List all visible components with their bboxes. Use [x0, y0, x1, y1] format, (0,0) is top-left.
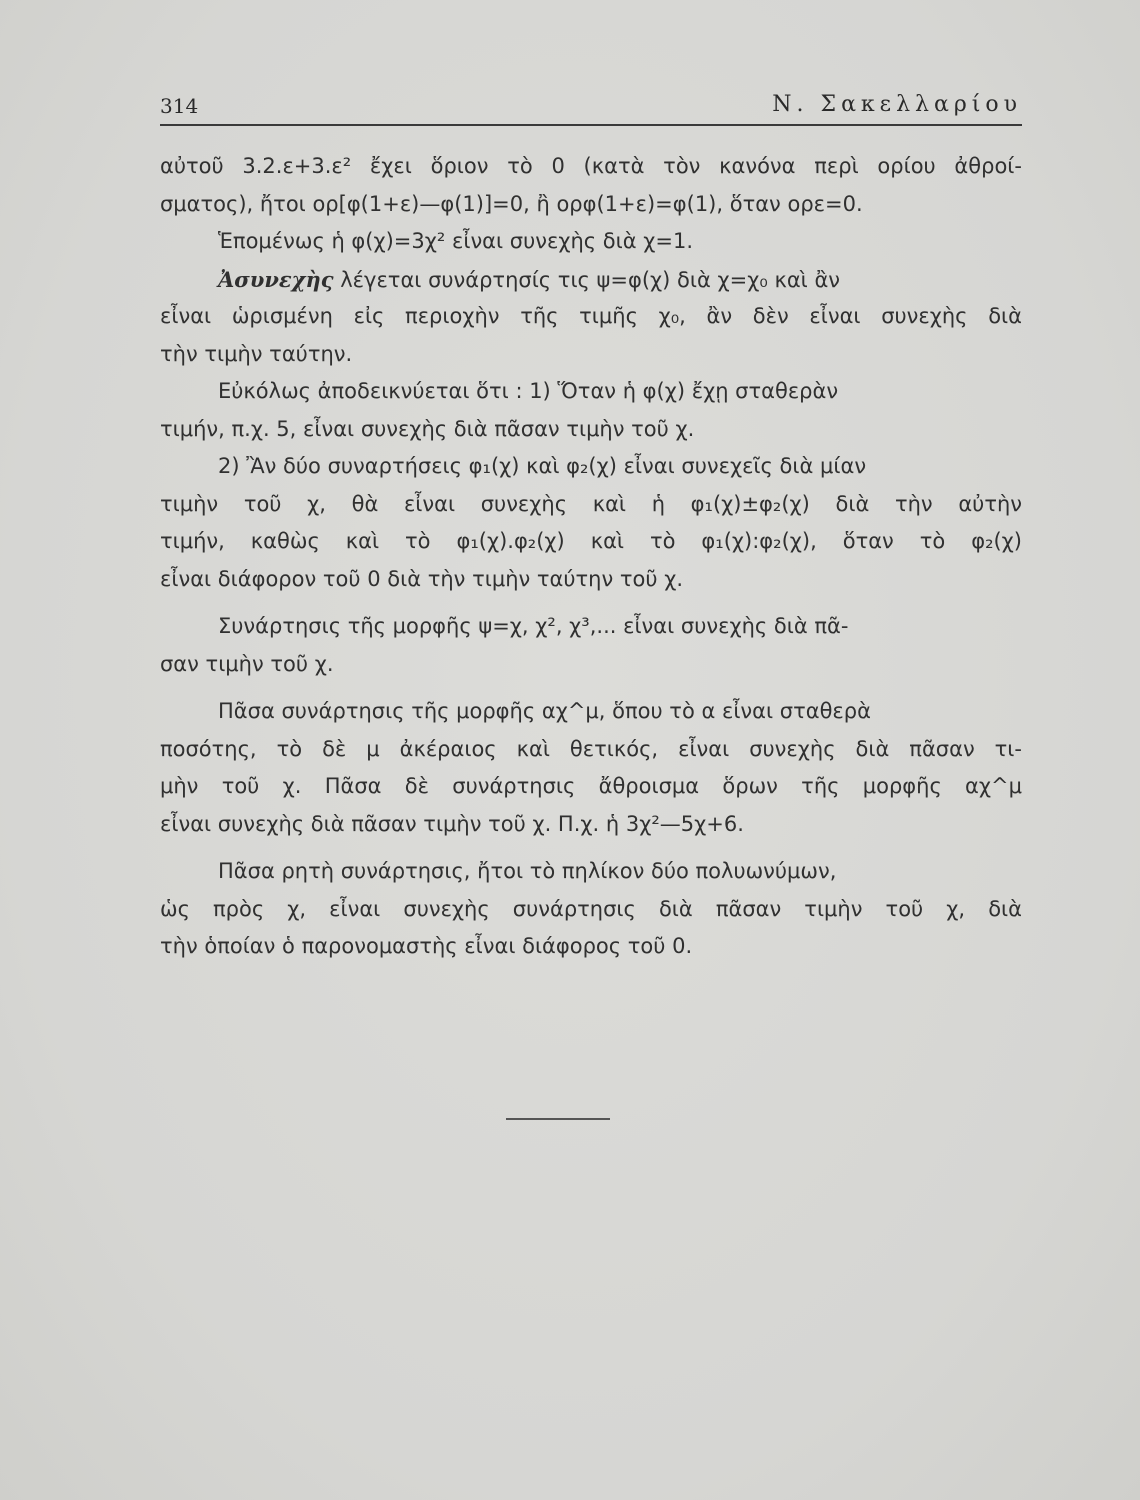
text-line: εἶναι ὡρισμένη εἰς περιοχὴν τῆς τιμῆς χ₀, ἂν δὲν εἶναι συνεχὴς διὰ [160, 304, 1022, 328]
text-fragment: λέγεται συνάρτησίς τις ψ=φ(χ) διὰ χ=χ₀ καὶ ἂν [333, 267, 841, 292]
text-line: ποσότης, τὸ δὲ μ ἀκέραιος καὶ θετικός, εἶναι συνεχὴς διὰ πᾶσαν τι- [160, 736, 1022, 761]
text-line: σματος), ἤτοι ορ[φ(1+ε)—φ(1)]=0, ἢ ορφ(1+ε)=φ(1), ὅταν ορε=0. [160, 191, 863, 216]
paragraph-gap [160, 598, 1022, 608]
page-header [160, 90, 1022, 126]
text-line: 2) Ἂν δύο συναρτήσεις φ₁(χ) καὶ φ₂(χ) εἶναι συνεχεῖς διὰ μίαν [218, 454, 867, 478]
text-line: ὡς πρὸς χ, εἶναι συνεχὴς συνάρτησις διὰ πᾶσαν τιμὴν τοῦ χ, διὰ [160, 896, 1022, 921]
text-line: Πᾶσα συνάρτησις τῆς μορφῆς αχ^μ, ὅπου τὸ α εἶναι σταθερὰ [218, 699, 871, 723]
section-end-rule [506, 1118, 610, 1120]
text-line: τιμήν, καθὼς καὶ τὸ φ₁(χ).φ₂(χ) καὶ τὸ φ₁(χ):φ₂(χ), ὅταν τὸ φ₂(χ) [160, 529, 1022, 553]
defined-term: Ἀσυνεχὴς [218, 266, 334, 292]
page-number: 314 [160, 94, 199, 118]
text-line: τιμήν, π.χ. 5, εἶναι συνεχὴς διὰ πᾶσαν τιμὴν τοῦ χ. [160, 416, 695, 441]
body-text [160, 148, 1022, 966]
paragraph-gap [160, 683, 1022, 693]
text-line: Ἑπομένως ἡ φ(χ)=3χ² εἶναι συνεχὴς διὰ χ=1. [218, 229, 694, 253]
text-line: τὴν ὁποίαν ὁ παρονομαστὴς εἶναι διάφορος τοῦ 0. [160, 934, 693, 958]
running-head-author: Ν. Σακελλαρίου [772, 92, 1022, 117]
text-line: Πᾶσα ρητὴ συνάρτησις, ἤτοι τὸ πηλίκον δύο πολυωνύμων, [218, 859, 837, 883]
text-line: σαν τιμὴν τοῦ χ. [160, 651, 334, 676]
text-line: Συνάρτησις τῆς μορφῆς ψ=χ, χ², χ³,... εἶναι συνεχὴς διὰ πᾶ- [218, 614, 849, 638]
text-line: μὴν τοῦ χ. Πᾶσα δὲ συνάρτησις ἄθροισμα ὅρων τῆς μορφῆς αχ^μ [160, 774, 1022, 798]
text-line: τιμὴν τοῦ χ, θὰ εἶναι συνεχὴς καὶ ἡ φ₁(χ)±φ₂(χ) διὰ τὴν αὐτὴν [160, 491, 1022, 516]
paragraph-gap [160, 843, 1022, 853]
text-line: εἶναι διάφορον τοῦ 0 διὰ τὴν τιμὴν ταύτην τοῦ χ. [160, 566, 684, 591]
text-line: τὴν τιμὴν ταύτην. [160, 341, 353, 366]
text-line: Εὐκόλως ἀποδεικνύεται ὅτι : 1) Ὅταν ἡ φ(χ) ἔχῃ σταθερὰν [218, 379, 839, 403]
text-line: αὐτοῦ 3.2.ε+3.ε² ἔχει ὅριον τὸ 0 (κατὰ τὸν κανόνα περὶ ορίου ἀθροί- [160, 154, 1022, 178]
text-line: εἶναι συνεχὴς διὰ πᾶσαν τιμὴν τοῦ χ. Π.χ. ἡ 3χ²—5χ+6. [160, 811, 744, 836]
text-line [160, 261, 1022, 299]
